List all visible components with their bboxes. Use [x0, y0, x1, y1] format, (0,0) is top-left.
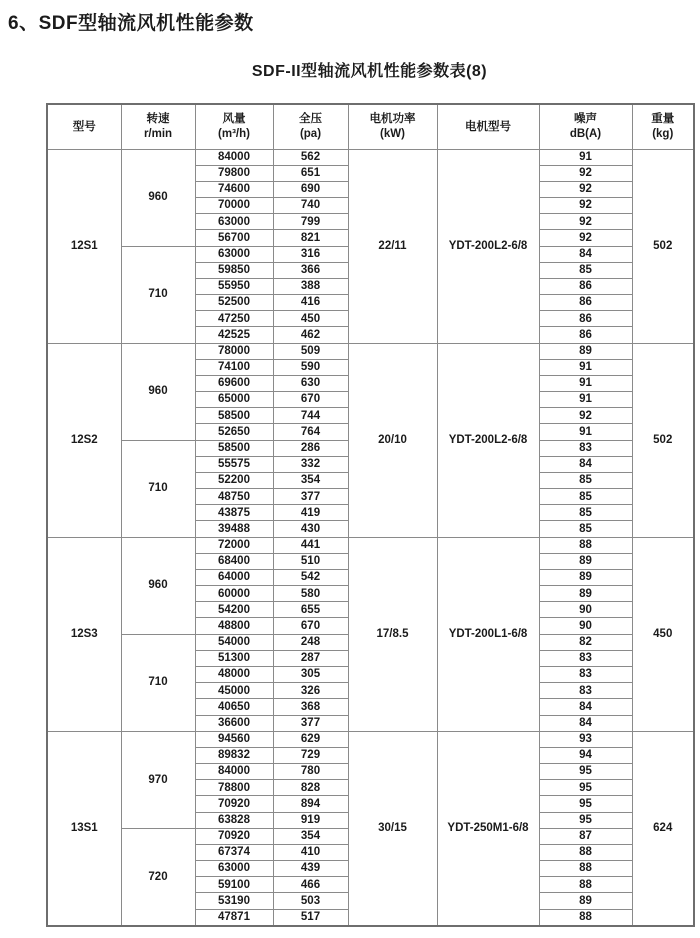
airflow-cell: 48000 [195, 667, 273, 683]
noise-cell: 84 [539, 715, 632, 731]
weight-cell: 502 [632, 149, 694, 343]
airflow-cell: 78800 [195, 780, 273, 796]
noise-cell: 91 [539, 424, 632, 440]
noise-cell: 83 [539, 683, 632, 699]
table-header [47, 104, 694, 149]
pressure-cell: 655 [273, 602, 348, 618]
pressure-cell: 744 [273, 408, 348, 424]
pressure-cell: 542 [273, 569, 348, 585]
pressure-cell: 354 [273, 472, 348, 488]
pressure-cell: 462 [273, 327, 348, 343]
weight-cell: 502 [632, 343, 694, 537]
airflow-cell: 72000 [195, 537, 273, 553]
pressure-cell: 286 [273, 440, 348, 456]
pressure-cell: 332 [273, 456, 348, 472]
noise-cell: 85 [539, 472, 632, 488]
table-body [47, 149, 694, 926]
pressure-cell: 894 [273, 796, 348, 812]
speed-cell: 710 [121, 246, 195, 343]
noise-cell: 90 [539, 618, 632, 634]
airflow-cell: 45000 [195, 683, 273, 699]
table-row [47, 537, 694, 553]
pressure-cell: 629 [273, 731, 348, 747]
pressure-cell: 919 [273, 812, 348, 828]
motor-power-cell: 17/8.5 [348, 537, 437, 731]
table-row [47, 731, 694, 747]
noise-cell: 89 [539, 569, 632, 585]
speed-cell: 710 [121, 634, 195, 731]
airflow-cell: 63000 [195, 246, 273, 262]
noise-cell: 85 [539, 489, 632, 505]
noise-cell: 87 [539, 828, 632, 844]
pressure-cell: 416 [273, 295, 348, 311]
speed-cell: 710 [121, 440, 195, 537]
airflow-cell: 54000 [195, 634, 273, 650]
airflow-cell: 58500 [195, 408, 273, 424]
airflow-cell: 47250 [195, 311, 273, 327]
airflow-cell: 68400 [195, 553, 273, 569]
airflow-cell: 54200 [195, 602, 273, 618]
airflow-cell: 70920 [195, 828, 273, 844]
speed-cell: 960 [121, 343, 195, 440]
col-header-noise: 噪声 dB(A) [539, 104, 632, 149]
airflow-cell: 69600 [195, 375, 273, 391]
pressure-cell: 509 [273, 343, 348, 359]
pressure-cell: 326 [273, 683, 348, 699]
pressure-cell: 377 [273, 715, 348, 731]
noise-cell: 89 [539, 893, 632, 909]
airflow-cell: 67374 [195, 844, 273, 860]
speed-cell: 720 [121, 828, 195, 926]
pressure-cell: 517 [273, 909, 348, 926]
noise-cell: 85 [539, 262, 632, 278]
motor-power-cell: 22/11 [348, 149, 437, 343]
airflow-cell: 70000 [195, 198, 273, 214]
noise-cell: 85 [539, 521, 632, 537]
airflow-cell: 56700 [195, 230, 273, 246]
noise-cell: 86 [539, 327, 632, 343]
motor-model-cell: YDT-200L1-6/8 [437, 537, 539, 731]
pressure-cell: 377 [273, 489, 348, 505]
pressure-cell: 740 [273, 198, 348, 214]
airflow-cell: 63000 [195, 214, 273, 230]
noise-cell: 88 [539, 909, 632, 926]
airflow-cell: 63828 [195, 812, 273, 828]
speed-cell: 960 [121, 149, 195, 246]
pressure-cell: 799 [273, 214, 348, 230]
noise-cell: 91 [539, 392, 632, 408]
noise-cell: 83 [539, 650, 632, 666]
pressure-cell: 630 [273, 375, 348, 391]
pressure-cell: 821 [273, 230, 348, 246]
noise-cell: 86 [539, 278, 632, 294]
airflow-cell: 39488 [195, 521, 273, 537]
table-title: SDF-II型轴流风机性能参数表(8) [251, 63, 488, 80]
airflow-cell: 47871 [195, 909, 273, 926]
pressure-cell: 287 [273, 650, 348, 666]
model-cell: 12S2 [47, 343, 121, 537]
airflow-cell: 55575 [195, 456, 273, 472]
fan-performance-table [46, 103, 695, 927]
airflow-cell: 94560 [195, 731, 273, 747]
col-header-motor-model: 电机型号 [437, 104, 539, 149]
noise-cell: 91 [539, 359, 632, 375]
weight-cell: 624 [632, 731, 694, 926]
pressure-cell: 729 [273, 747, 348, 763]
noise-cell: 88 [539, 844, 632, 860]
weight-cell: 450 [632, 537, 694, 731]
airflow-cell: 52200 [195, 472, 273, 488]
noise-cell: 90 [539, 602, 632, 618]
noise-cell: 92 [539, 198, 632, 214]
airflow-cell: 40650 [195, 699, 273, 715]
noise-cell: 95 [539, 780, 632, 796]
model-cell: 12S1 [47, 149, 121, 343]
pressure-cell: 510 [273, 553, 348, 569]
airflow-cell: 42525 [195, 327, 273, 343]
col-header-pressure: 全压 (pa) [273, 104, 348, 149]
noise-cell: 95 [539, 812, 632, 828]
airflow-cell: 52500 [195, 295, 273, 311]
table-row [47, 343, 694, 359]
noise-cell: 83 [539, 667, 632, 683]
noise-cell: 94 [539, 747, 632, 763]
airflow-cell: 55950 [195, 278, 273, 294]
motor-model-cell: YDT-200L2-6/8 [437, 149, 539, 343]
noise-cell: 88 [539, 877, 632, 893]
airflow-cell: 79800 [195, 165, 273, 181]
airflow-cell: 78000 [195, 343, 273, 359]
noise-cell: 89 [539, 586, 632, 602]
col-header-model: 型号 [47, 104, 121, 149]
airflow-cell: 89832 [195, 747, 273, 763]
model-cell: 13S1 [47, 731, 121, 926]
pressure-cell: 368 [273, 699, 348, 715]
noise-cell: 92 [539, 230, 632, 246]
airflow-cell: 84000 [195, 149, 273, 165]
pressure-cell: 828 [273, 780, 348, 796]
airflow-cell: 64000 [195, 569, 273, 585]
pressure-cell: 366 [273, 262, 348, 278]
airflow-cell: 84000 [195, 764, 273, 780]
noise-cell: 92 [539, 165, 632, 181]
airflow-cell: 52650 [195, 424, 273, 440]
noise-cell: 89 [539, 343, 632, 359]
noise-cell: 91 [539, 149, 632, 165]
noise-cell: 84 [539, 699, 632, 715]
airflow-cell: 58500 [195, 440, 273, 456]
airflow-cell: 70920 [195, 796, 273, 812]
header-row [47, 104, 694, 149]
pressure-cell: 248 [273, 634, 348, 650]
pressure-cell: 410 [273, 844, 348, 860]
speed-cell: 970 [121, 731, 195, 828]
pressure-cell: 430 [273, 521, 348, 537]
airflow-cell: 51300 [195, 650, 273, 666]
airflow-cell: 59850 [195, 262, 273, 278]
airflow-cell: 59100 [195, 877, 273, 893]
airflow-cell: 63000 [195, 861, 273, 877]
pressure-cell: 503 [273, 893, 348, 909]
pressure-cell: 780 [273, 764, 348, 780]
pressure-cell: 305 [273, 667, 348, 683]
noise-cell: 84 [539, 456, 632, 472]
airflow-cell: 65000 [195, 392, 273, 408]
airflow-cell: 48800 [195, 618, 273, 634]
pressure-cell: 354 [273, 828, 348, 844]
motor-power-cell: 30/15 [348, 731, 437, 926]
pressure-cell: 562 [273, 149, 348, 165]
pressure-cell: 670 [273, 618, 348, 634]
pressure-cell: 764 [273, 424, 348, 440]
noise-cell: 92 [539, 181, 632, 197]
noise-cell: 86 [539, 295, 632, 311]
noise-cell: 89 [539, 553, 632, 569]
noise-cell: 85 [539, 505, 632, 521]
col-header-weight: 重量 (kg) [632, 104, 694, 149]
pressure-cell: 388 [273, 278, 348, 294]
noise-cell: 95 [539, 764, 632, 780]
pressure-cell: 441 [273, 537, 348, 553]
airflow-cell: 60000 [195, 586, 273, 602]
airflow-cell: 53190 [195, 893, 273, 909]
motor-power-cell: 20/10 [348, 343, 437, 537]
pressure-cell: 439 [273, 861, 348, 877]
pressure-cell: 580 [273, 586, 348, 602]
pressure-cell: 450 [273, 311, 348, 327]
airflow-cell: 43875 [195, 505, 273, 521]
pressure-cell: 590 [273, 359, 348, 375]
pressure-cell: 670 [273, 392, 348, 408]
model-cell: 12S3 [47, 537, 121, 731]
airflow-cell: 48750 [195, 489, 273, 505]
airflow-cell: 74100 [195, 359, 273, 375]
col-header-airflow: 风量 (m³/h) [195, 104, 273, 149]
pressure-cell: 316 [273, 246, 348, 262]
pressure-cell: 651 [273, 165, 348, 181]
page-title: 6、SDF型轴流风机性能参数 [8, 13, 254, 34]
pressure-cell: 466 [273, 877, 348, 893]
table-row [47, 149, 694, 165]
speed-cell: 960 [121, 537, 195, 634]
motor-model-cell: YDT-200L2-6/8 [437, 343, 539, 537]
noise-cell: 92 [539, 408, 632, 424]
pressure-cell: 419 [273, 505, 348, 521]
noise-cell: 92 [539, 214, 632, 230]
pressure-cell: 690 [273, 181, 348, 197]
noise-cell: 86 [539, 311, 632, 327]
airflow-cell: 74600 [195, 181, 273, 197]
noise-cell: 82 [539, 634, 632, 650]
motor-model-cell: YDT-250M1-6/8 [437, 731, 539, 926]
noise-cell: 83 [539, 440, 632, 456]
airflow-cell: 36600 [195, 715, 273, 731]
noise-cell: 91 [539, 375, 632, 391]
noise-cell: 93 [539, 731, 632, 747]
col-header-motor-power: 电机功率 (kW) [348, 104, 437, 149]
noise-cell: 88 [539, 537, 632, 553]
noise-cell: 88 [539, 861, 632, 877]
noise-cell: 95 [539, 796, 632, 812]
noise-cell: 84 [539, 246, 632, 262]
col-header-speed: 转速 r/min [121, 104, 195, 149]
